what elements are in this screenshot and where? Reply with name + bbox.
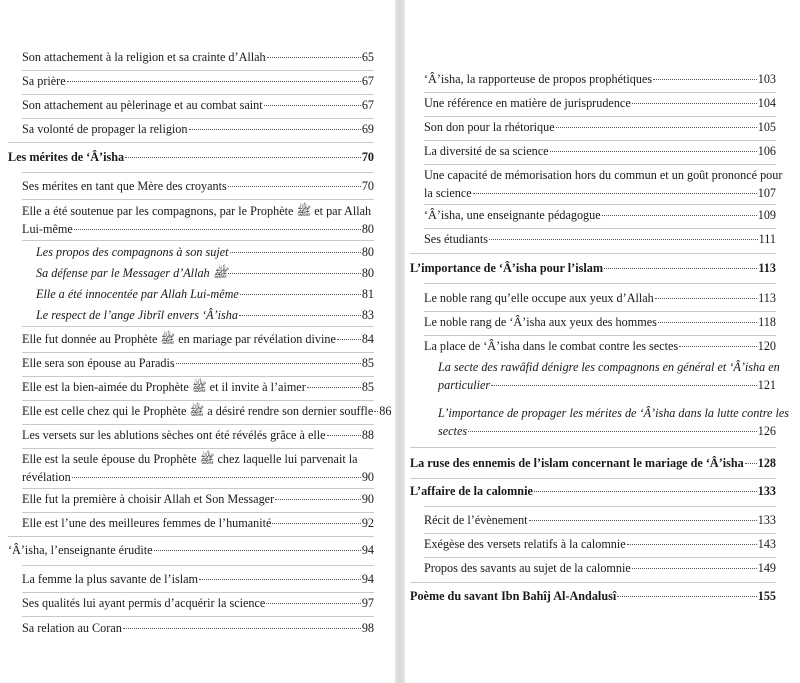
toc-entry: Récit de l’évènement 133: [424, 513, 776, 527]
toc-entry: Sa relation au Coran 98: [22, 621, 374, 635]
toc-entry: Une capacité de mémorisation hors du commun et un goût prononcé pour la science 107: [424, 168, 783, 200]
toc-chapter: ‘Â’isha, l’enseignante érudite 94: [8, 543, 374, 557]
toc-entry: Elle fut donnée au Prophète ﷺ en mariage par révélation divine 84: [22, 332, 374, 346]
toc-chapter: La ruse des ennemis de l’islam concernant le mariage de ‘Â’isha 128: [410, 456, 776, 470]
toc-entry: Sa volonté de propager la religion 69: [22, 122, 374, 136]
toc-entry: Exégèse des versets relatifs à la calomnie 143: [424, 537, 776, 551]
toc-chapter: Poème du savant Ibn Bahîj Al-Andalusî 155: [410, 589, 776, 603]
toc-entry: Son don pour la rhétorique 105: [424, 120, 776, 134]
toc-entry: La diversité de sa science 106: [424, 144, 776, 158]
book-gutter: [395, 0, 405, 683]
toc-entry: Propos des savants au sujet de la calomnie 149: [424, 561, 776, 575]
toc-chapter: L’affaire de la calomnie 133: [410, 484, 776, 498]
toc-subentry: Les propos des compagnons à son sujet 80: [36, 245, 374, 259]
toc-chapter: L’importance de ‘Â’isha pour l’islam 113: [410, 261, 776, 275]
toc-entry: Ses qualités lui ayant permis d’acquérir la science 97: [22, 596, 374, 610]
toc-entry: ‘Â’isha, une enseignante pédagogue 109: [424, 208, 776, 222]
toc-entry: Elle est celle chez qui le Prophète ﷺ a désiré rendre son dernier souffle 86: [22, 404, 392, 418]
toc-entry: Elle est l’une des meilleures femmes de l’humanité 92: [22, 516, 374, 530]
toc-entry: Une référence en matière de jurisprudence 104: [424, 96, 776, 110]
toc-entry: Elle est la seule épouse du Prophète ﷺ chez laquelle lui parvenait la révélation 90: [22, 452, 374, 484]
toc-entry: ‘Â’isha, la rapporteuse de propos prophétiques 103: [424, 72, 776, 86]
toc-entry: La femme la plus savante de l’islam 94: [22, 572, 374, 586]
toc-entry: Son attachement au pèlerinage et au combat saint 67: [22, 98, 374, 112]
toc-entry: Elle a été soutenue par les compagnons, par le Prophète ﷺ et par Allah Lui-même 80: [22, 204, 374, 236]
toc-entry: Le noble rang qu’elle occupe aux yeux d’Allah 113: [424, 291, 776, 305]
toc-entry: Sa prière 67: [22, 74, 374, 88]
toc-subentry: L’importance de propager les mérites de ‘Â’isha dans la lutte contre les sectes 126: [438, 406, 790, 438]
toc-subentry: La secte des rawâfid dénigre les compagnons en général et ‘Â’isha en particulier 121: [438, 360, 780, 392]
toc-entry: Elle est la bien-aimée du Prophète ﷺ et il invite à l’aimer 85: [22, 380, 374, 394]
toc-entry: Ses étudiants 111: [424, 232, 776, 246]
toc-entry: La place de ‘Â’isha dans le combat contre les sectes 120: [424, 339, 776, 353]
toc-subentry: Elle a été innocentée par Allah Lui-même 81: [36, 287, 374, 301]
toc-entry: Son attachement à la religion et sa crainte d’Allah 65: [22, 50, 374, 64]
toc-entry: Le noble rang de ‘Â’isha aux yeux des hommes 118: [424, 315, 776, 329]
toc-entry: Ses mérites en tant que Mère des croyants 70: [22, 179, 374, 193]
toc-subentry: Le respect de l’ange Jibrîl envers ‘Â’isha 83: [36, 308, 374, 322]
toc-chapter: Les mérites de ‘Â’isha 70: [8, 150, 374, 164]
toc-entry: Elle fut la première à choisir Allah et Son Messager 90: [22, 492, 374, 506]
toc-entry: Les versets sur les ablutions sèches ont été révélés grâce à elle 88: [22, 428, 374, 442]
toc-subentry: Sa défense par le Messager d’Allah ﷺ 80: [36, 266, 374, 280]
toc-entry: Elle sera son épouse au Paradis 85: [22, 356, 374, 370]
